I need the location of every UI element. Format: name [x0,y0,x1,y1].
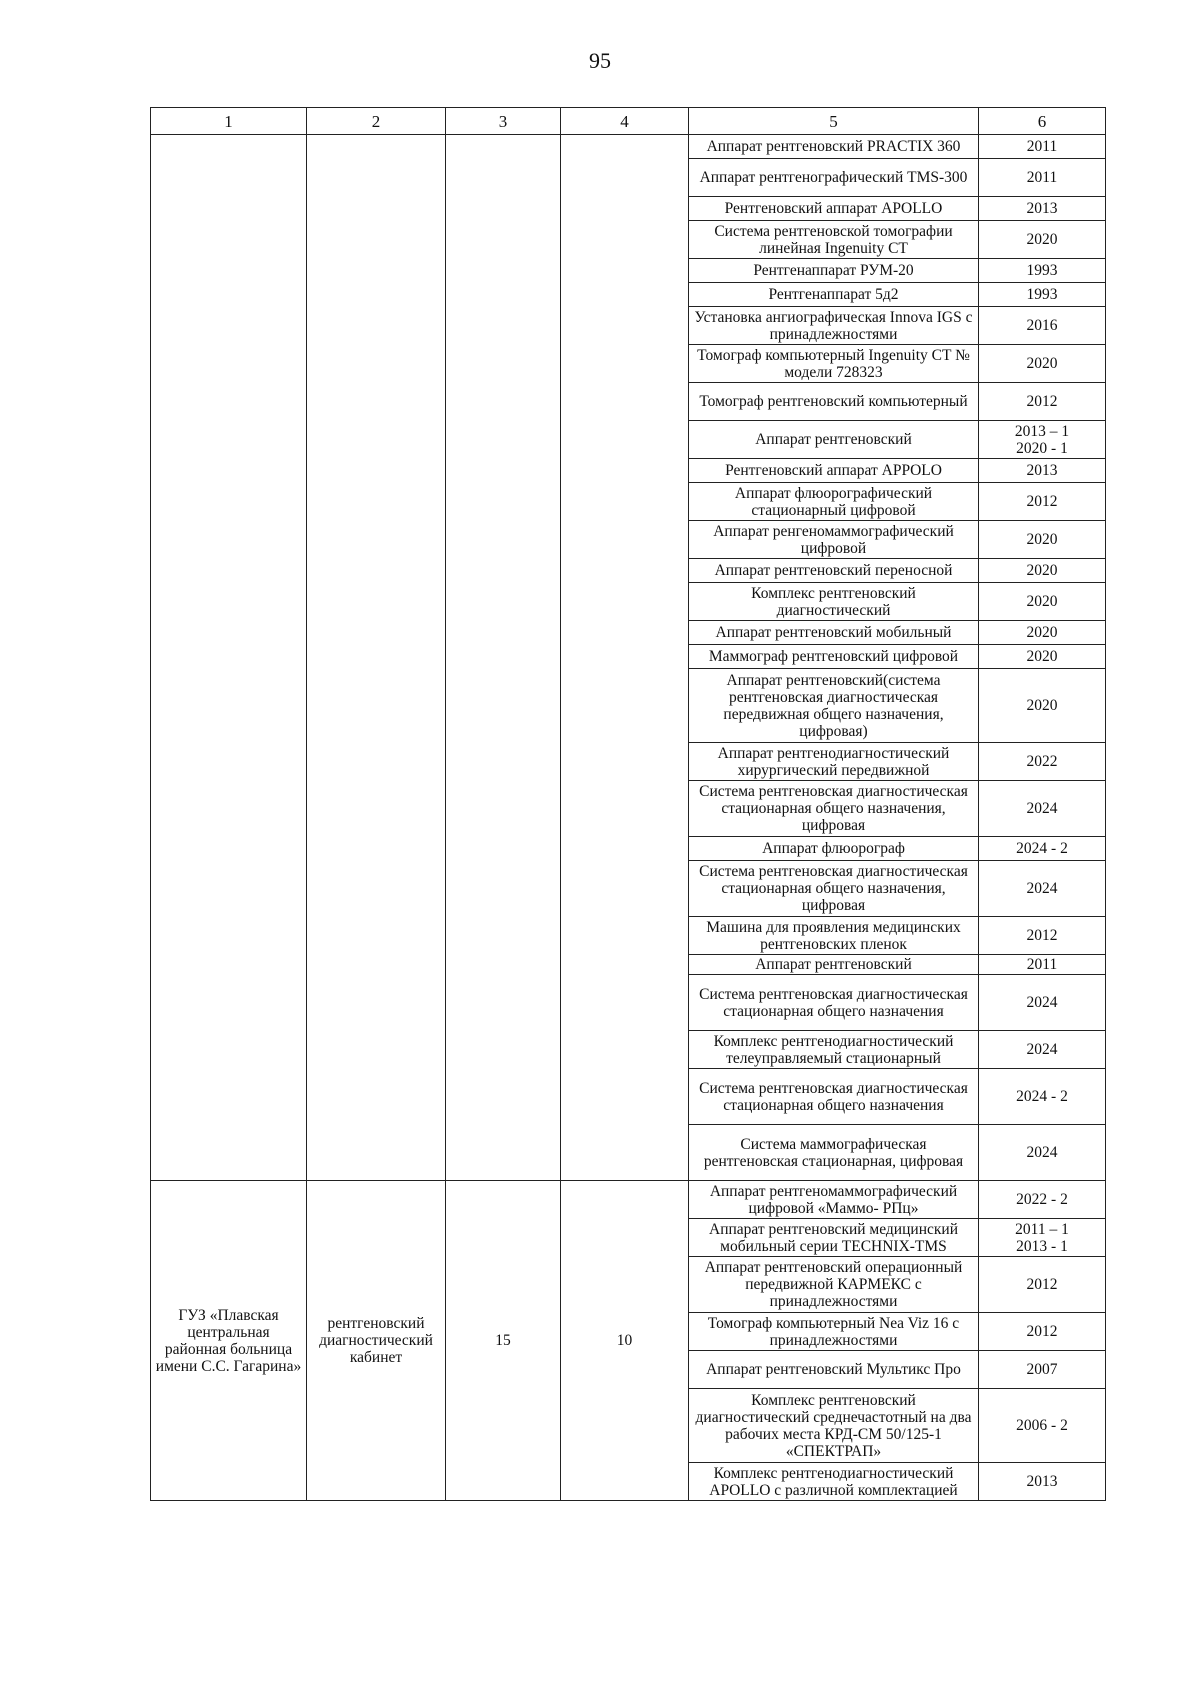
year-cell: 2011 – 1 2013 - 1 [979,1219,1106,1257]
department-cell: рентгеновский диагностический кабинет [307,1181,446,1501]
header-col-6: 6 [979,108,1106,135]
year-cell: 1993 [979,259,1106,283]
year-cell: 2012 [979,1313,1106,1351]
col4-cell: 10 [561,1181,689,1501]
device-name-cell: Комплекс рентгенодиагностический телеуправляемый стационарный [689,1031,979,1069]
device-name-cell: Аппарат рентгеновский мобильный [689,621,979,645]
table-row [151,135,1106,159]
device-name-cell: Аппарат рентгеновский PRACTIX 360 [689,135,979,159]
institution-cell: ГУЗ «Плавская центральная районная больница имени С.С. Гагарина» [151,1181,307,1501]
device-name-cell: Система рентгеновская диагностическая стационарная общего назначения, цифровая [689,861,979,917]
device-name-cell: Комплекс рентгеновский диагностический среднечастотный на два рабочих места КРД-СМ 50/125-1 «СПЕКТРАП» [689,1389,979,1463]
year-cell: 1993 [979,283,1106,307]
year-cell: 2020 [979,583,1106,621]
group-b-body [151,1181,1106,1501]
header-row [151,108,1106,135]
device-name-cell: Аппарат рентгеновский переносной [689,559,979,583]
year-cell: 2022 [979,743,1106,781]
device-name-cell: Система рентгеновская диагностическая стационарная общего назначения [689,1069,979,1125]
device-name-cell: Аппарат рентгенодиагностический хирургический передвижной [689,743,979,781]
year-cell: 2011 [979,135,1106,159]
department-cell [307,135,446,1181]
device-name-cell: Машина для проявления медицинских рентгеновских пленок [689,917,979,955]
year-cell: 2012 [979,383,1106,421]
header-col-2: 2 [307,108,446,135]
year-cell: 2011 [979,955,1106,975]
year-cell: 2020 [979,221,1106,259]
device-name-cell: Система рентгеновской томографии линейная Ingenuity CT [689,221,979,259]
year-cell: 2024 - 2 [979,837,1106,861]
device-name-cell: Аппарат рентгенографический TMS-300 [689,159,979,197]
device-name-cell: Томограф рентгеновский компьютерный [689,383,979,421]
col3-cell [446,135,561,1181]
device-name-cell: Система маммографическая рентгеновская стационарная, цифровая [689,1125,979,1181]
institution-cell [151,135,307,1181]
year-cell: 2020 [979,521,1106,559]
device-name-cell: Рентгеновский аппарат APPOLO [689,459,979,483]
year-cell: 2024 [979,1125,1106,1181]
device-name-cell: Установка ангиографическая Innova IGS с принадлежностями [689,307,979,345]
year-cell: 2012 [979,1257,1106,1313]
year-cell: 2012 [979,917,1106,955]
device-name-cell: Аппарат рентгеновский [689,955,979,975]
device-name-cell: Аппарат рентгеновский операционный передвижной КАРМЕКС с принадлежностями [689,1257,979,1313]
year-cell: 2011 [979,159,1106,197]
col4-cell [561,135,689,1181]
year-cell: 2013 [979,459,1106,483]
group-a-body [151,135,1106,1181]
header-col-5: 5 [689,108,979,135]
year-cell: 2024 [979,861,1106,917]
year-cell: 2013 – 1 2020 - 1 [979,421,1106,459]
year-cell: 2024 [979,1031,1106,1069]
device-name-cell: Система рентгеновская диагностическая стационарная общего назначения [689,975,979,1031]
year-cell: 2020 [979,645,1106,669]
year-cell: 2022 - 2 [979,1181,1106,1219]
device-name-cell: Томограф компьютерный Nea Viz 16 с принадлежностями [689,1313,979,1351]
device-name-cell: Аппарат флюорограф [689,837,979,861]
device-name-cell: Комплекс рентгенодиагностический APOLLO с различной комплектацией [689,1463,979,1501]
year-cell: 2024 [979,975,1106,1031]
year-cell: 2007 [979,1351,1106,1389]
col3-cell: 15 [446,1181,561,1501]
device-name-cell: Рентгеновский аппарат APOLLO [689,197,979,221]
device-name-cell: Аппарат ренгеномаммографический цифровой [689,521,979,559]
device-name-cell: Аппарат флюорографический стационарный цифровой [689,483,979,521]
device-name-cell: Аппарат рентгеновский Мультикс Про [689,1351,979,1389]
year-cell: 2013 [979,197,1106,221]
device-name-cell: Томограф компьютерный Ingenuity CT № модели 728323 [689,345,979,383]
equipment-table [150,107,1106,1501]
table-row [151,1181,1106,1219]
header-col-3: 3 [446,108,561,135]
year-cell: 2020 [979,621,1106,645]
year-cell: 2013 [979,1463,1106,1501]
year-cell: 2024 - 2 [979,1069,1106,1125]
year-cell: 2006 - 2 [979,1389,1106,1463]
device-name-cell: Система рентгеновская диагностическая стационарная общего назначения, цифровая [689,781,979,837]
year-cell: 2024 [979,781,1106,837]
device-name-cell: Аппарат рентгеновский(система рентгеновская диагностическая передвижная общего назначения, цифровая) [689,669,979,743]
year-cell: 2020 [979,345,1106,383]
header-col-4: 4 [561,108,689,135]
year-cell: 2016 [979,307,1106,345]
device-name-cell: Аппарат рентгеновский [689,421,979,459]
device-name-cell: Аппарат рентгеномаммографический цифровой «Маммо- РПц» [689,1181,979,1219]
device-name-cell: Аппарат рентгеновский медицинский мобильный серии TECHNIX-TMS [689,1219,979,1257]
year-cell: 2020 [979,669,1106,743]
device-name-cell: Рентгенаппарат РУМ-20 [689,259,979,283]
page-number: 95 [589,48,611,73]
year-cell: 2012 [979,483,1106,521]
device-name-cell: Комплекс рентгеновский диагностический [689,583,979,621]
device-name-cell: Рентгенаппарат 5д2 [689,283,979,307]
year-cell: 2020 [979,559,1106,583]
device-name-cell: Маммограф рентгеновский цифровой [689,645,979,669]
header-col-1: 1 [151,108,307,135]
